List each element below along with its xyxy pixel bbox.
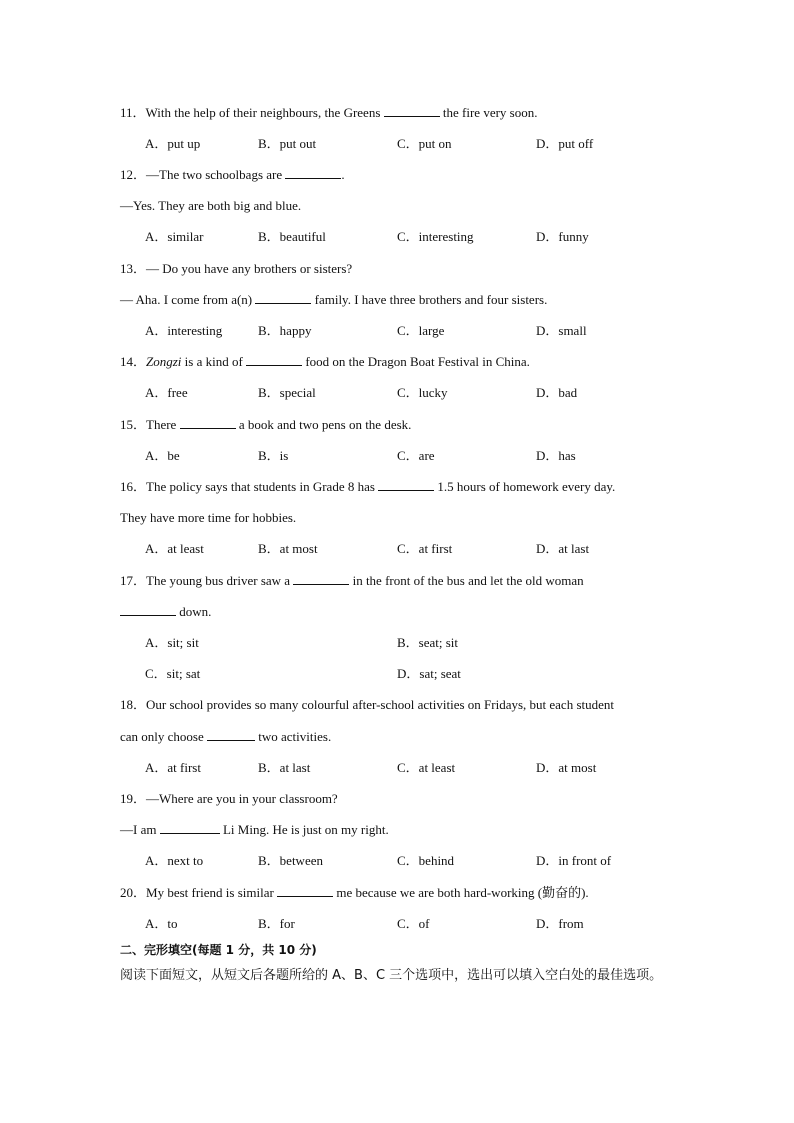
question-11-stem: 11．With the help of their neighbours, the Greens the fire very soon. — [120, 105, 538, 120]
question-15-stem: 15．There a book and two pens on the desk. — [120, 417, 412, 432]
option-d: D．at most — [536, 760, 597, 775]
option-d: D．has — [536, 448, 576, 463]
section-heading: 二、完形填空(每题 1 分，共 10 分) — [120, 943, 317, 957]
option-c: C．put on — [397, 136, 452, 151]
answer-blank — [120, 604, 176, 616]
answer-blank — [293, 573, 349, 585]
option-c: C．at least — [397, 760, 456, 775]
option-a: A．free — [145, 385, 188, 400]
question-18-continuation: can only choose two activities. — [120, 729, 332, 744]
option-a: A．next to — [145, 853, 204, 868]
option-b: B．for — [258, 916, 295, 931]
option-b: B．happy — [258, 323, 312, 338]
option-c: C．are — [397, 448, 435, 463]
question-20-stem: 20．My best friend is similar me because we are both hard-working (勤奋的). — [120, 885, 589, 900]
option-d: D．in front of — [536, 853, 612, 868]
answer-blank — [255, 292, 311, 304]
question-17-stem: 17．The young bus driver saw a in the front of the bus and let the old woman — [120, 573, 584, 588]
answer-blank — [384, 105, 440, 117]
question-16-stem: 16．The policy says that students in Grade 8 has 1.5 hours of homework every day. — [120, 479, 616, 494]
option-c: C．of — [397, 916, 430, 931]
question-19-reply: —I am Li Ming. He is just on my right. — [120, 822, 389, 837]
option-c: C．large — [397, 323, 445, 338]
option-d: D．funny — [536, 229, 589, 244]
question-12-reply: —Yes. They are both big and blue. — [120, 198, 302, 213]
option-c: C．lucky — [397, 385, 448, 400]
option-b: B．is — [258, 448, 289, 463]
option-b: B．beautiful — [258, 229, 326, 244]
option-a: A．put up — [145, 136, 201, 151]
option-d: D．put off — [536, 136, 594, 151]
question-12-stem: 12．—The two schoolbags are . — [120, 167, 345, 182]
option-c: C．interesting — [397, 229, 474, 244]
option-b: B．put out — [258, 136, 317, 151]
option-a: A．similar — [145, 229, 204, 244]
answer-blank — [180, 417, 236, 429]
option-c: C．at first — [397, 541, 453, 556]
option-d: D．from — [536, 916, 584, 931]
option-d: D．small — [536, 323, 587, 338]
question-13-stem: 13．— Do you have any brothers or sisters? — [120, 261, 353, 276]
option-a: A．to — [145, 916, 178, 931]
section-instructions: 阅读下面短文，从短文后各题所给的 A、B、C 三个选项中，选出可以填入空白处的最佳选项。 — [120, 968, 663, 983]
question-14-stem: 14．Zongzi is a kind of food on the Dragon Boat Festival in China. — [120, 354, 530, 369]
option-c: C．sit; sat — [145, 666, 201, 681]
option-b: B．at most — [258, 541, 318, 556]
option-d: D．sat; seat — [397, 666, 461, 681]
option-d: D．bad — [536, 385, 578, 400]
option-b: B．at last — [258, 760, 311, 775]
option-a: A．interesting — [145, 323, 223, 338]
answer-blank — [246, 354, 302, 366]
answer-blank — [277, 885, 333, 897]
answer-blank — [207, 729, 255, 741]
option-c: C．behind — [397, 853, 455, 868]
option-a: A．at first — [145, 760, 201, 775]
question-13-reply: — Aha. I come from a(n) family. I have three brothers and four sisters. — [120, 292, 548, 307]
option-b: B．seat; sit — [397, 635, 459, 650]
answer-blank — [160, 822, 220, 834]
question-17-continuation: down. — [120, 604, 211, 620]
option-a: A．be — [145, 448, 180, 463]
option-a: A．at least — [145, 541, 204, 556]
answer-blank — [285, 167, 341, 179]
option-d: D．at last — [536, 541, 590, 556]
answer-blank — [378, 479, 434, 491]
question-16-continuation: They have more time for hobbies. — [120, 510, 297, 525]
question-19-stem: 19．—Where are you in your classroom? — [120, 791, 338, 806]
option-b: B．special — [258, 385, 316, 400]
option-a: A．sit; sit — [145, 635, 199, 650]
question-18-stem: 18．Our school provides so many colourful after-school activities on Fridays, but each student — [120, 697, 615, 712]
option-b: B．between — [258, 853, 323, 868]
